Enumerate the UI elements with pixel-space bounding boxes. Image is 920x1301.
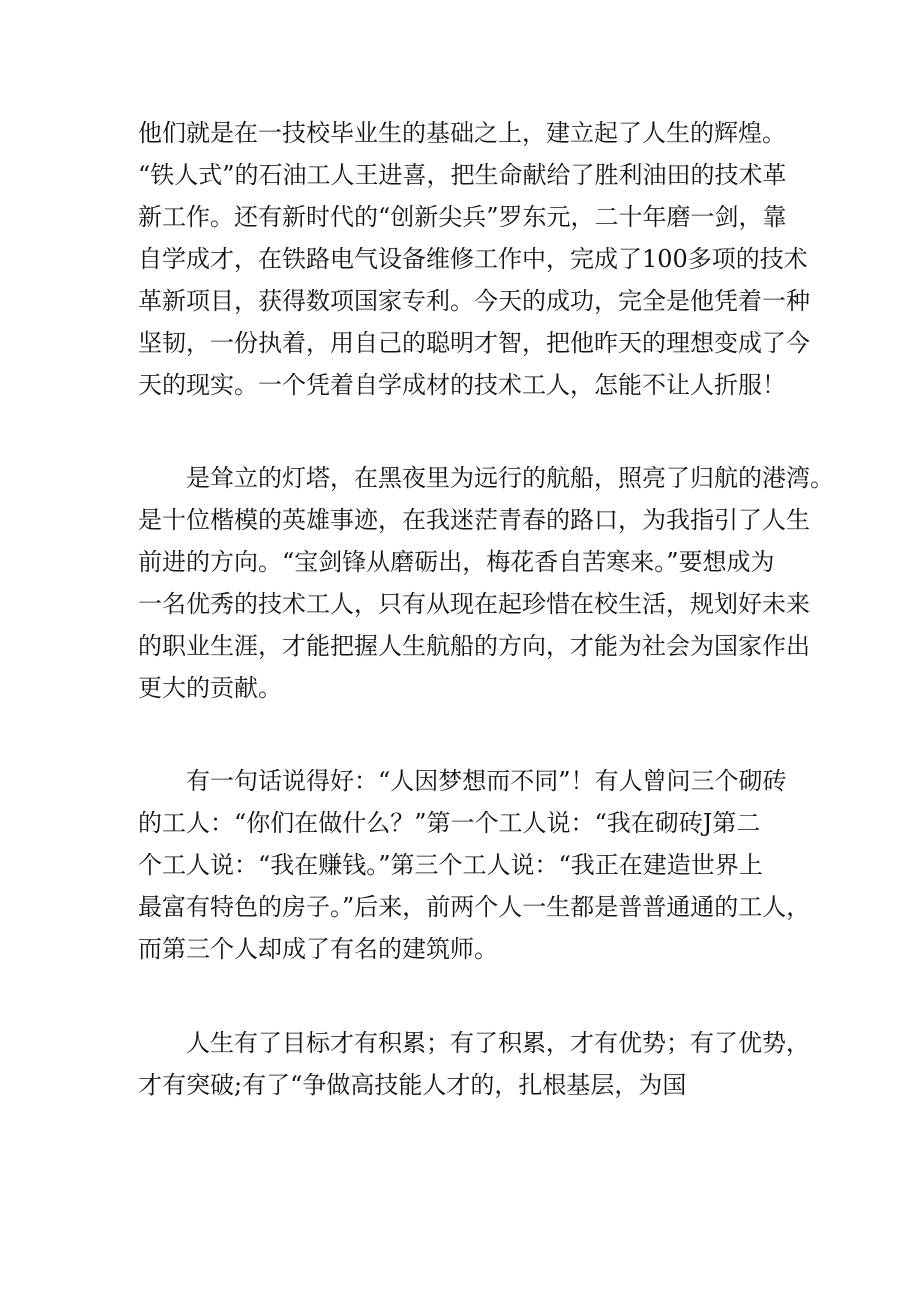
paragraph-line: “铁人式”的石油工人王进喜，把生命献给了胜利油田的技术革 (138, 161, 787, 189)
paragraph-line: 一名优秀的技术工人，只有从现在起珍惜在校生活，规划好未来 (138, 590, 810, 618)
paragraph-line: 是十位楷模的英雄事迹，在我迷茫青春的路口，为我指引了人生 (138, 506, 810, 534)
paragraph-line: 前进的方向。“宝剑锋从磨砺出，梅花香自苦寒来。”要想成为 (138, 548, 775, 576)
paragraph-1 (138, 112, 810, 406)
paragraph-first-line: 人生有了目标才有积累；有了积累，才有优势；有了优势， (186, 1029, 810, 1057)
paragraph-line: 最富有特色的房子。”后来，前两个人一生都是普普通通的工人， (138, 893, 811, 921)
paragraph-line: 而第三个人却成了有名的建筑师。 (138, 935, 498, 963)
paragraph-line: 才有突破;有了“争做高技能人才的，扎根基层，为国 (138, 1071, 687, 1099)
paragraph-line: 他们就是在一技校毕业生的基础之上，建立起了人生的辉煌。 (138, 119, 786, 147)
paragraph-first-line: 是耸立的灯塔，在黑夜里为远行的航船，照亮了归航的港湾。 (186, 464, 834, 492)
paragraph-line: 革新项目，获得数项国家专利。今天的成功，完全是他凭着一种 (138, 287, 810, 315)
paragraph-line: 新工作。还有新时代的“创新尖兵”罗东元，二十年磨一剑，靠 (138, 203, 787, 231)
paragraph-2 (138, 457, 834, 709)
paragraph-line: 更大的贡献。 (138, 674, 282, 702)
paragraph-first-line: 有一句话说得好：“人因梦想而不同”！有人曾问三个砌砖 (186, 767, 787, 795)
paragraph-line: 的工人：“你们在做什么？”第一个工人说：“我在砌砖J第二 (138, 809, 761, 837)
paragraph-3 (138, 760, 811, 970)
paragraph-4 (138, 1022, 810, 1106)
paragraph-line: 天的现实。一个凭着自学成材的技术工人，怎能不让人折服！ (138, 371, 786, 399)
paragraph-line: 个工人说：“我在赚钱。”第三个工人说：“我正在建造世界上 (138, 851, 763, 879)
paragraph-line: 自学成才，在铁路电气设备维修工作中，完成了100多项的技术 (138, 245, 808, 273)
paragraph-line: 坚韧，一份执着，用自己的聪明才智，把他昨天的理想变成了今 (138, 329, 810, 357)
paragraph-line: 的职业生涯，才能把握人生航船的方向，才能为社会为国家作出 (138, 632, 810, 660)
